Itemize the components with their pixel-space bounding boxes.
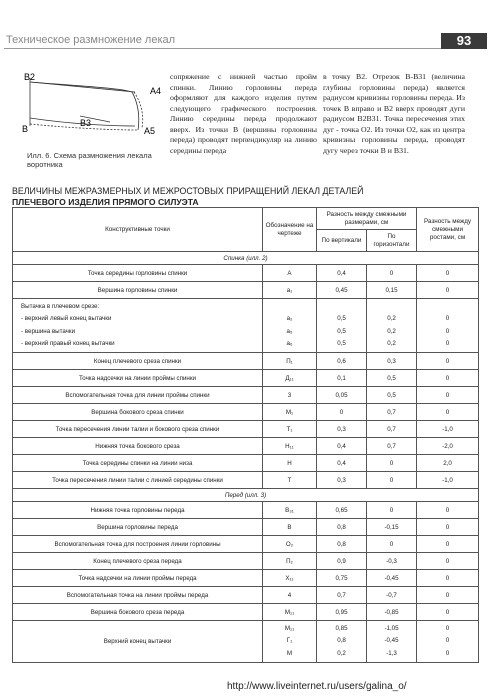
point-code: А [263, 265, 317, 282]
point-name: Точка середины спинки на линии низа [13, 455, 263, 472]
point-code: Т₁ [263, 421, 317, 438]
point-code: 4 [263, 587, 317, 604]
height-value: 0 [417, 536, 479, 553]
table-row [13, 604, 479, 621]
horizontal-value-line: -1,05 [384, 624, 399, 632]
vertical-value: 0,9 [317, 553, 367, 570]
table-row [13, 282, 479, 299]
page-number: 93 [441, 33, 487, 49]
table-title-line1: ВЕЛИЧИНЫ МЕЖРАЗМЕРНЫХ И МЕЖРОСТОВЫХ ПРИРАЩЕНИЙ ЛЕКАЛ ДЕТАЛЕЙ [12, 186, 364, 196]
table-row [13, 553, 479, 570]
table-row [13, 353, 479, 370]
point-name: Конец плечевого среза переда [13, 553, 263, 570]
point-code: Х₁₁ [263, 570, 317, 587]
point-name: Точка пересечения линии талии с линией середины спинки [13, 472, 263, 489]
point-code-line [265, 301, 314, 314]
vertical-value: 0,3 [317, 421, 367, 438]
table-row [13, 536, 479, 553]
table-row [13, 265, 479, 282]
point-name-line: - вершина вытачки [21, 327, 76, 335]
height-value: 0 [417, 265, 479, 282]
point-code: В₃₁ [263, 502, 317, 519]
point-name: Вспомогательная точка на линии проймы переда [13, 587, 263, 604]
point-name: Вершина горловины переда [13, 519, 263, 536]
table-row [13, 438, 479, 455]
horizontal-value-line: -0,45 [384, 637, 399, 644]
vertical-value-line: 0,5 [337, 340, 346, 347]
point-name: Нижняя точка горловины переда [13, 502, 263, 519]
label-b2: B2 [24, 72, 36, 82]
vertical-value-line: 0,2 [337, 649, 346, 657]
point-code: М₁ [263, 404, 317, 421]
vertical-value: 0,7 [317, 587, 367, 604]
height-value: 0 [417, 587, 479, 604]
table-row [13, 299, 479, 353]
horizontal-value: -0,45 [367, 570, 417, 587]
page-header [4, 31, 466, 49]
table-row [13, 519, 479, 536]
paragraph: в точку В2. Отрезок В-В31 (величина глубины горловины переда) является радиусом кривизны горловины переда. Из точек В вправо и В2 вверх проводят дуги радиусом В2В31. Точка пересечения этих дуг - точка О2. Из точки О2, как из центра кривизны горловины переда, проводят дугу через точки В и В31. [323, 72, 465, 155]
horizontal-value [367, 299, 417, 353]
vertical-value: 0,65 [317, 502, 367, 519]
table-row [13, 387, 479, 404]
horizontal-value: 0,5 [367, 370, 417, 387]
point-code: В [263, 519, 317, 536]
section-title: Спинка (илл. 2) [13, 252, 479, 265]
height-value: 2,0 [417, 455, 479, 472]
vertical-value: 0,4 [317, 455, 367, 472]
label-b: B [22, 124, 29, 134]
point-code: П₂ [263, 553, 317, 570]
vertical-value [317, 299, 367, 353]
table-body [13, 252, 479, 663]
height-value: 0 [417, 387, 479, 404]
point-code: Н₁₁ [263, 438, 317, 455]
label-b3: B3 [80, 118, 92, 128]
vertical-value: 0 [317, 404, 367, 421]
height-value-line: 0 [445, 637, 450, 644]
vertical-value: 0,6 [317, 353, 367, 370]
height-value: 0 [417, 404, 479, 421]
horizontal-value: 0,7 [367, 438, 417, 455]
horizontal-value-line: -1,3 [386, 649, 397, 657]
point-code-line: а₅ [286, 327, 293, 335]
point-name: Вершина горловины спинки [13, 282, 263, 299]
point-name-line: Вытачка в плечевом срезе: [21, 302, 100, 310]
point-code [263, 299, 317, 353]
point-code-line: М₁₁ [284, 624, 295, 632]
point-code: 3 [263, 387, 317, 404]
point-code-line: а₂ [286, 315, 293, 322]
table-head [13, 208, 479, 252]
height-value: 0 [417, 502, 479, 519]
height-value: 0 [417, 553, 479, 570]
label-a4: A4 [150, 86, 162, 96]
col-header-points: Конструктивные точки [13, 208, 263, 252]
point-code [263, 621, 317, 663]
horizontal-value-line: 0,2 [387, 327, 396, 335]
section-row [13, 489, 479, 502]
point-name: Вершина бокового среза спинки [13, 404, 263, 421]
point-name-line: - верхний правый конец вытачки [21, 340, 115, 347]
height-value: 0 [417, 604, 479, 621]
height-value-line: 0 [445, 315, 450, 322]
vertical-value-line: 0,5 [337, 315, 346, 322]
figure-curve [132, 92, 139, 130]
point-code: П₁ [263, 353, 317, 370]
section-row [13, 252, 479, 265]
header-title: Техническое размножение лекал [6, 34, 176, 46]
point-name: Точка пересечения линии талии и бокового среза спинки [13, 421, 263, 438]
horizontal-value: 0 [367, 536, 417, 553]
height-value: 0 [417, 570, 479, 587]
horizontal-value: -0,15 [367, 519, 417, 536]
vertical-value: 0,95 [317, 604, 367, 621]
vertical-value: 0,75 [317, 570, 367, 587]
vertical-value [317, 621, 367, 663]
point-code: Н [263, 455, 317, 472]
point-code: Т [263, 472, 317, 489]
vertical-value: 0,4 [317, 265, 367, 282]
point-name: Точка середины горловины спинки [13, 265, 263, 282]
point-name: Вспомогательная точка для построения линии горловины [13, 536, 263, 553]
point-code-line: М [286, 649, 293, 657]
horizontal-value: -0,85 [367, 604, 417, 621]
table-row [13, 472, 479, 489]
height-value: -1,0 [417, 472, 479, 489]
footer-url: http://www.liveinternet.ru/users/galina_o/ [227, 681, 407, 692]
label-a5: A5 [144, 126, 156, 136]
text-column-2 [323, 72, 465, 156]
col-header-vertical: По вертикали [317, 230, 367, 252]
col-header-height-diff: Разность между смежными ростами, см [417, 208, 479, 252]
height-value: 0 [417, 282, 479, 299]
vertical-value: 0,1 [317, 370, 367, 387]
increments-table [12, 207, 479, 663]
point-code: М₁₁ [263, 604, 317, 621]
height-value: -2,0 [417, 438, 479, 455]
vertical-value-line [319, 301, 364, 314]
table-row [13, 570, 479, 587]
horizontal-value-line [369, 301, 414, 314]
table-title [12, 186, 482, 207]
horizontal-value: 0,7 [367, 421, 417, 438]
text-column-1 [170, 72, 317, 156]
vertical-value-line: 0,85 [335, 624, 348, 632]
figure-caption: Илл. 6. Схема размножения лекала воротника [27, 151, 152, 169]
table-title-line2: ПЛЕЧЕВОГО ИЗДЕЛИЯ ПРЯМОГО СИЛУЭТА [12, 196, 199, 207]
table-row [13, 502, 479, 519]
table-row [13, 455, 479, 472]
vertical-value: 0,05 [317, 387, 367, 404]
vertical-value: 0,8 [317, 536, 367, 553]
point-name: Точка надсечки на линии проймы переда [13, 570, 263, 587]
horizontal-value: 0,7 [367, 404, 417, 421]
height-value-line: 0 [445, 649, 450, 657]
height-value [417, 621, 479, 663]
col-header-horizontal: По горизонтали [367, 230, 417, 252]
height-value: 0 [417, 353, 479, 370]
height-value-line [419, 301, 476, 314]
point-name: Верхний конец вытачки [13, 621, 263, 663]
horizontal-value: 0 [367, 502, 417, 519]
point-name-line: - верхний левый конец вытачки [21, 315, 112, 322]
vertical-value: 0,8 [317, 519, 367, 536]
horizontal-value: 0,3 [367, 353, 417, 370]
point-code: О₂ [263, 536, 317, 553]
horizontal-value-line: 0,2 [387, 340, 396, 347]
table-row [13, 370, 479, 387]
vertical-value: 0,45 [317, 282, 367, 299]
vertical-value-line: 0,8 [337, 637, 346, 644]
point-name [13, 299, 263, 353]
height-value [417, 299, 479, 353]
height-value: 0 [417, 370, 479, 387]
paragraph: сопряжение с нижней частью пройм спинки. Линию горловины переда оформляют для каждого изделия путем следующего графического построения. Линию середины переда продолжают вверх. Из точки В (вершины горловины переда) проводят перпендикуляр на линию середины переда [170, 72, 317, 155]
height-value-line: 0 [445, 340, 450, 347]
vertical-value: 0,4 [317, 438, 367, 455]
point-name: Конец плечевого среза спинки [13, 353, 263, 370]
point-code-line: Г₁ [286, 637, 293, 644]
point-name: Вспомогательная точка для линии проймы спинки [13, 387, 263, 404]
horizontal-value: 0 [367, 472, 417, 489]
table-row [13, 621, 479, 663]
point-code: а₁ [263, 282, 317, 299]
height-value-line: 0 [445, 327, 450, 335]
section-title: Перед (илл. 3) [13, 489, 479, 502]
vertical-value: 0,3 [317, 472, 367, 489]
col-header-designation: Обозначение на чертеже [263, 208, 317, 252]
collar-scheme-figure [20, 68, 180, 148]
col-header-size-diff: Разность между смежными размерами, см [317, 208, 417, 230]
point-code: Д₁₁ [263, 370, 317, 387]
horizontal-value [367, 621, 417, 663]
horizontal-value-line: 0,2 [387, 315, 396, 322]
horizontal-value: -0,3 [367, 553, 417, 570]
horizontal-value: -0,7 [367, 587, 417, 604]
height-value: -1,0 [417, 421, 479, 438]
point-code-line: а₆ [286, 340, 293, 347]
table-row [13, 587, 479, 604]
horizontal-value: 0 [367, 455, 417, 472]
point-name: Точка надсечки на линии проймы спинки [13, 370, 263, 387]
height-value-line: 0 [445, 624, 450, 632]
point-name: Вершина бокового среза переда [13, 604, 263, 621]
horizontal-value: 0 [367, 265, 417, 282]
horizontal-value: 0,5 [367, 387, 417, 404]
vertical-value-line: 0,5 [337, 327, 346, 335]
point-name: Нижняя точка бокового среза [13, 438, 263, 455]
horizontal-value: 0,15 [367, 282, 417, 299]
table-row [13, 404, 479, 421]
height-value: 0 [417, 519, 479, 536]
table-row [13, 421, 479, 438]
